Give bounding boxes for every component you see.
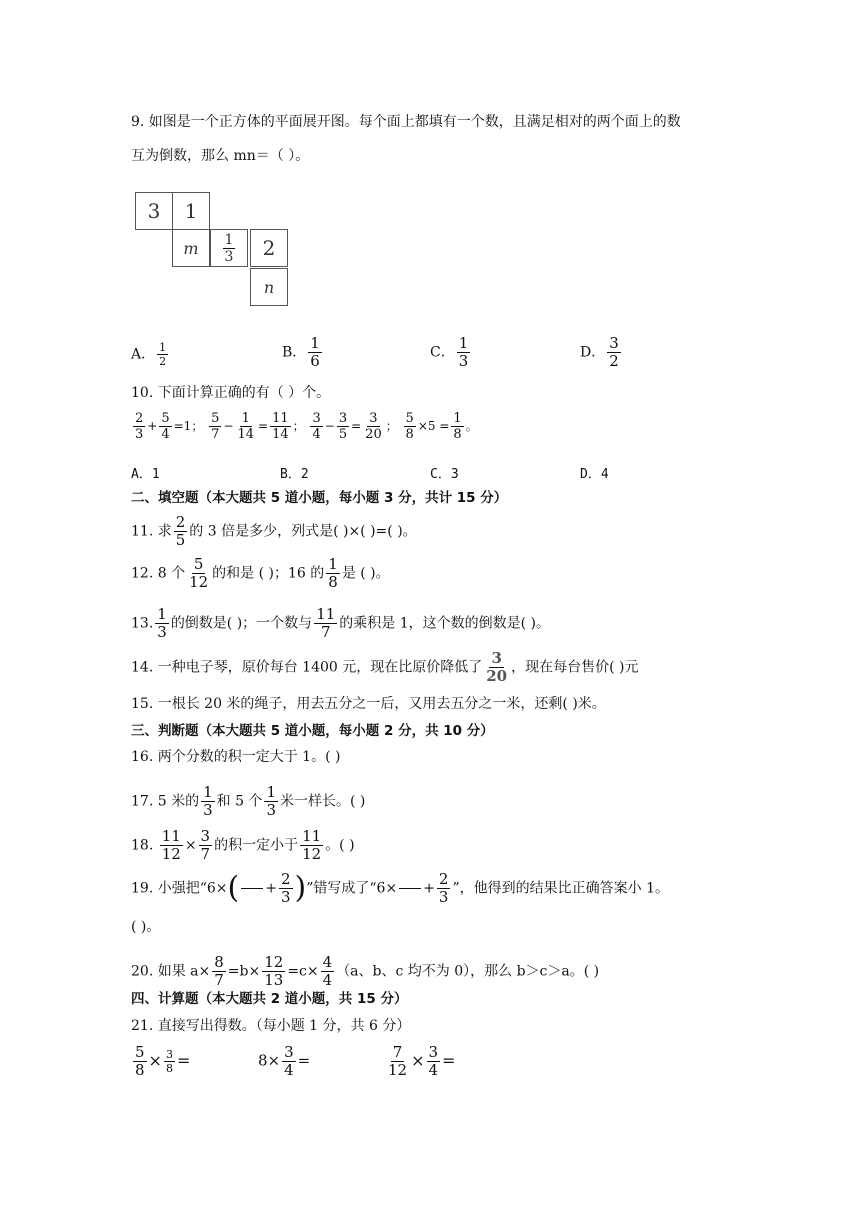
q9-option-c[interactable]: C． $\frac{1}{3}$: [430, 334, 469, 370]
q21-stem: 21. 直接写出得数。（每小题 1 分，共 6 分）: [131, 1018, 411, 1034]
section-2-heading: 二、填空题（本大题共 5 道小题，每小题 3 分，共计 15 分）: [131, 490, 508, 506]
q21-item-1: $\frac{5}{8}$ × $\frac{3}{8}$ =: [135, 1043, 191, 1079]
q12: 12. 8 个 $\frac{5}{12}$ 的和是 ( )；16 的 $\frac{1}{8}$ 是 ( )。: [131, 555, 390, 591]
q9-line1: 9. 如图是一个正方体的平面展开图。每个面上都填有一个数，且满足相对的两个面上的数: [131, 114, 681, 130]
cube-face-one-third: $\frac{1}{3}$: [210, 229, 248, 267]
q9-option-d[interactable]: D． $\frac{3}{2}$: [580, 334, 619, 370]
q16: 16. 两个分数的积一定大于 1。( ): [131, 749, 341, 765]
q10-option-c[interactable]: C．3: [430, 467, 459, 482]
q10-equations: $\frac{2}{3}$ + $\frac{5}{4}$ =1； $\frac{5}{7}$ − $\frac{1}{14}$ = $\frac{11}{14}$ ； $\frac{3}{4}$ − $\frac{3}{5}$ = $\frac{3}{20}$ ； $\frac{5}{8}$ ×5 = $\frac{1}{8}$ 。: [135, 411, 478, 442]
q14: 14. 一种电子琴，原价每台 1400 元，现在比原价降低了 $\frac{3}{20}$ ，现在每台售价( )元: [131, 649, 639, 685]
cube-face-1: 1: [172, 192, 210, 230]
cube-face-3: 3: [135, 192, 173, 230]
cube-face-m: m: [172, 229, 210, 267]
q10-option-b[interactable]: B．2: [280, 467, 309, 482]
section-3-heading: 三、判断题（本大题共 5 道小题，每小题 2 分，共 10 分）: [131, 723, 494, 739]
q15: 15. 一根长 20 米的绳子，用去五分之一后，又用去五分之一米，还剩( )米。: [131, 696, 606, 712]
q10-option-a[interactable]: A．1: [131, 467, 160, 482]
cube-face-2: 2: [250, 229, 288, 267]
q19-answer: ( )。: [131, 919, 161, 935]
q9-option-b[interactable]: B． $\frac{1}{6}$: [282, 334, 320, 370]
q18: 18. $\frac{11}{12}$ × $\frac{3}{7}$ 的积一定小于 $\frac{11}{12}$ 。( ): [131, 827, 355, 863]
q21-item-3: $\frac{7}{12}$ × $\frac{3}{4}$ =: [388, 1043, 456, 1079]
cube-face-n: n: [250, 268, 288, 306]
q13: 13. $\frac{1}{3}$ 的倒数是( )；一个数与 $\frac{11}{7}$ 的乘积是 1，这个数的倒数是( )。: [131, 605, 551, 641]
q19: 19. 小强把“6×( + $\frac{2}{3}$ )”错写成了“6× + $\frac{2}{3}$ ”，他得到的结果比正确答案小 1。: [131, 870, 669, 906]
section-4-heading: 四、计算题（本大题共 2 道小题，共 15 分）: [131, 991, 408, 1007]
q9-option-a[interactable]: A． $\frac{1}{2}$: [131, 341, 167, 368]
q11: 11. 求 $\frac{2}{5}$ 的 3 倍是多少，列式是( )×( )=( )。: [131, 513, 417, 549]
q20: 20. 如果 a× $\frac{8}{7}$ =b× $\frac{12}{13}$ =c× $\frac{4}{4}$ （a、b、c 均不为 0），那么 b＞c＞a。( ): [131, 953, 600, 989]
q10-option-d[interactable]: D．4: [580, 467, 609, 482]
q10-stem: 10. 下面计算正确的有（ ）个。: [131, 385, 331, 401]
q21-item-2: 8× $\frac{3}{4}$ =: [258, 1043, 311, 1079]
q9-line2: 互为倒数，那么 mn＝（ ）。: [131, 148, 310, 164]
q17: 17. 5 米的 $\frac{1}{3}$ 和 5 个 $\frac{1}{3}$ 米一样长。( ): [131, 783, 366, 819]
